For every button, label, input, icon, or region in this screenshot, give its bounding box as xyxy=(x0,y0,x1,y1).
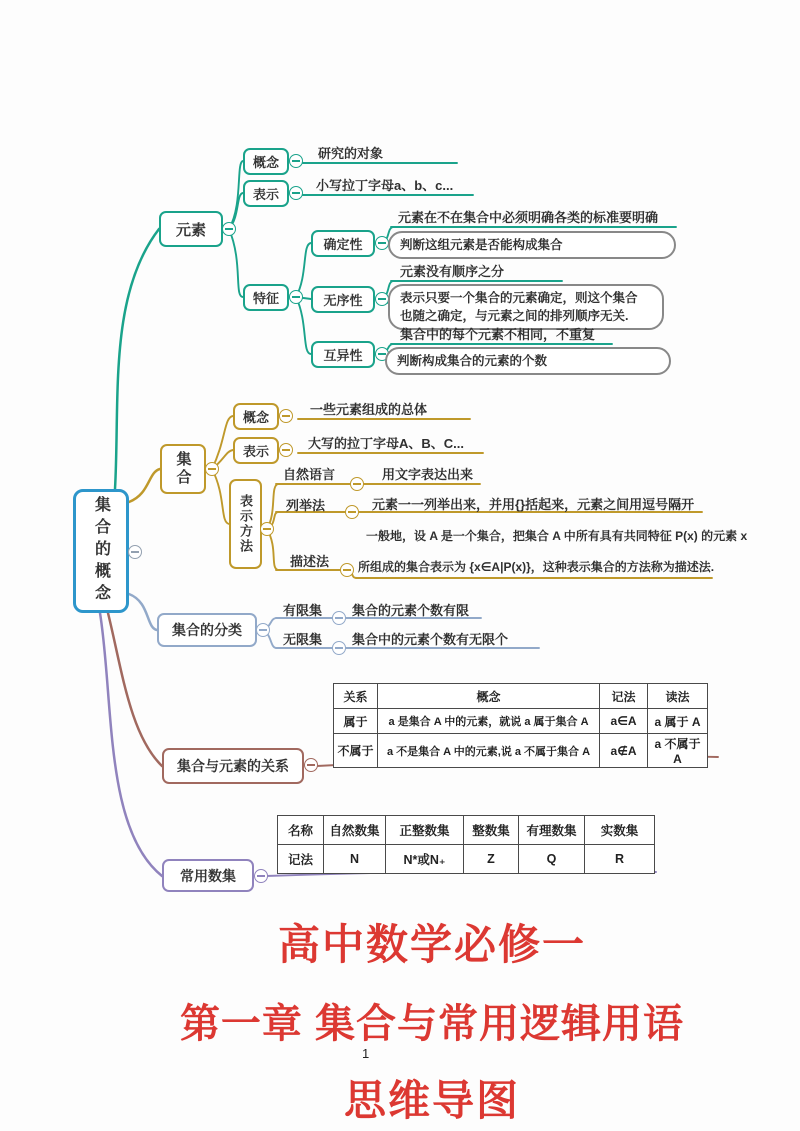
jihe-biaoshi-collapse-icon[interactable] xyxy=(279,443,293,457)
num-cell: Q xyxy=(519,845,585,874)
rel-header-jifa: 记法 xyxy=(600,684,648,709)
quedingxing-bubble xyxy=(388,231,676,259)
node-guanxi[interactable] xyxy=(162,748,304,784)
youxianji-label: 有限集 xyxy=(283,603,323,618)
lieju-fa-desc: 元素一一列举出来，并用{}括起来，元素之间用逗号隔开 xyxy=(372,497,695,512)
node-yuansu[interactable] xyxy=(159,211,223,247)
footer-title-line3: 思维导图 xyxy=(343,1077,520,1124)
miaoshu-fa-collapse-icon[interactable] xyxy=(340,563,354,577)
rel-header-guanxi: 关系 xyxy=(334,684,378,709)
yuansu-gainian-collapse-icon[interactable] xyxy=(289,154,303,168)
root-collapse-icon[interactable] xyxy=(128,545,142,559)
footer-title-line2: 第一章 集合与常用逻辑用语 xyxy=(179,1002,685,1046)
node-yuansu-biaoshi[interactable] xyxy=(243,180,289,207)
huyixing-bubble-text: 判断构成集合的元素的个数 xyxy=(397,354,548,368)
rel-cell: a∈A xyxy=(600,709,648,734)
node-jihe-gainian[interactable] xyxy=(233,403,279,430)
biaoshi-fangfa-collapse-icon[interactable] xyxy=(260,522,274,536)
shuji-collapse-icon[interactable] xyxy=(254,869,268,883)
shuji-label: 常用数集 xyxy=(180,867,236,884)
node-quedingxing[interactable] xyxy=(311,230,375,257)
node-jihe-biaoshi[interactable] xyxy=(233,437,279,464)
wuxuxing-collapse-icon[interactable] xyxy=(375,292,389,306)
biaoshi-fangfa-label: 表示方法 xyxy=(238,494,253,554)
num-cell: 正整数集 xyxy=(386,816,464,845)
node-yuansu-label: 元素 xyxy=(175,221,206,239)
wuxuxing-bubble-line1: 表示只要一个集合的元素确定，则这个集合 xyxy=(400,291,638,305)
huyixing-note: 集合中的每个元素不相同，不重复 xyxy=(400,327,596,342)
quedingxing-bubble-text: 判断这组元素是否能构成集合 xyxy=(400,238,563,252)
lieju-fa-label: 列举法 xyxy=(286,498,326,513)
num-cell: N*或N₊ xyxy=(386,845,464,874)
ziran-yuyan-collapse-icon[interactable] xyxy=(350,477,364,491)
rel-cell: a 是集合 A 中的元素，就说 a 属于集合 A xyxy=(378,709,600,734)
num-cell: 自然数集 xyxy=(324,816,386,845)
node-jihe[interactable] xyxy=(160,444,206,494)
table-row xyxy=(278,845,655,874)
fenlei-collapse-icon[interactable] xyxy=(256,623,270,637)
yuansu-biaoshi-desc: 小写拉丁字母a、b、c... xyxy=(316,178,454,193)
jihe-gainian-label: 概念 xyxy=(242,410,269,425)
jihe-gainian-collapse-icon[interactable] xyxy=(279,409,293,423)
jihe-label: 集合 xyxy=(174,451,192,487)
footer-title-line1: 高中数学必修一 xyxy=(277,921,586,968)
node-huyixing[interactable] xyxy=(311,341,375,368)
node-biaoshi-fangfa[interactable] xyxy=(229,479,262,569)
root-node[interactable] xyxy=(73,489,129,613)
root-label: 集合的概念 xyxy=(92,496,110,606)
num-cell: 有理数集 xyxy=(519,816,585,845)
wuxianji-desc: 集合中的元素个数有无限个 xyxy=(352,632,509,647)
quedingxing-collapse-icon[interactable] xyxy=(375,236,389,250)
miaoshu-fa-desc-line1: 一般地，设 A 是一个集合，把集合 A 中所有具有共同特征 P(x) 的元素 x xyxy=(366,529,748,543)
number-sets-table xyxy=(277,815,655,874)
num-cell: N xyxy=(324,845,386,874)
table-row xyxy=(334,709,708,734)
node-yuansu-gainian[interactable] xyxy=(243,148,289,175)
page-number: 1 xyxy=(362,1046,370,1061)
node-shuji[interactable] xyxy=(162,859,254,892)
table-row xyxy=(278,816,655,845)
jihe-collapse-icon[interactable] xyxy=(205,462,219,476)
yuansu-collapse-icon[interactable] xyxy=(222,222,236,236)
rel-header-dufa: 读法 xyxy=(648,684,708,709)
rel-header-gainian: 概念 xyxy=(378,684,600,709)
wuxuxing-bubble-line2: 也随之确定，与元素之间的排列顺序无关. xyxy=(400,309,629,323)
node-wuxuxing[interactable] xyxy=(311,286,375,313)
wuxianji-label: 无限集 xyxy=(283,632,323,647)
rel-cell: a 不属于 A xyxy=(648,734,708,768)
yuansu-gainian-label: 概念 xyxy=(252,155,279,170)
num-cell: 实数集 xyxy=(585,816,655,845)
tezheng-collapse-icon[interactable] xyxy=(289,290,303,304)
num-cell: 记法 xyxy=(278,845,324,874)
node-tezheng[interactable] xyxy=(243,284,289,311)
table-row xyxy=(334,734,708,768)
ziran-yuyan-label: 自然语言 xyxy=(283,467,336,482)
rel-cell: 属于 xyxy=(334,709,378,734)
rel-cell: a 不是集合 A 中的元素,说 a 不属于集合 A xyxy=(378,734,600,768)
youxianji-collapse-icon[interactable] xyxy=(332,611,346,625)
quedingxing-label: 确定性 xyxy=(323,237,363,252)
miaoshu-fa-desc-line2: 所组成的集合表示为 {x∈A|P(x)}，这种表示集合的方法称为描述法. xyxy=(358,560,715,574)
relation-table xyxy=(333,683,708,768)
quedingxing-note: 元素在不在集合中必须明确各类的标准要明确 xyxy=(398,210,659,225)
num-cell: 整数集 xyxy=(464,816,519,845)
lieju-fa-collapse-icon[interactable] xyxy=(345,505,359,519)
tezheng-label: 特征 xyxy=(252,291,279,306)
num-cell: Z xyxy=(464,845,519,874)
wuxuxing-label: 无序性 xyxy=(323,293,363,308)
wuxianji-collapse-icon[interactable] xyxy=(332,641,346,655)
yuansu-gainian-desc: 研究的对象 xyxy=(318,146,384,161)
num-cell: R xyxy=(585,845,655,874)
rel-cell: a∉A xyxy=(600,734,648,768)
jihe-biaoshi-label: 表示 xyxy=(242,444,269,459)
ziran-yuyan-desc: 用文字表达出来 xyxy=(382,467,474,482)
guanxi-collapse-icon[interactable] xyxy=(304,758,318,772)
yuansu-biaoshi-collapse-icon[interactable] xyxy=(289,186,303,200)
huyixing-bubble xyxy=(385,347,671,375)
yuansu-biaoshi-label: 表示 xyxy=(252,187,279,202)
huyixing-label: 互异性 xyxy=(323,348,363,363)
jihe-gainian-desc: 一些元素组成的总体 xyxy=(310,402,428,417)
fenlei-label: 集合的分类 xyxy=(172,622,242,638)
rel-cell: 不属于 xyxy=(334,734,378,768)
guanxi-label: 集合与元素的关系 xyxy=(177,758,289,774)
jihe-biaoshi-desc: 大写的拉丁字母A、B、C... xyxy=(308,436,465,451)
youxianji-desc: 集合的元素个数有限 xyxy=(352,603,470,618)
rel-cell: a 属于 A xyxy=(648,709,708,734)
miaoshu-fa-label: 描述法 xyxy=(290,554,330,569)
num-cell: 名称 xyxy=(278,816,324,845)
node-fenlei[interactable] xyxy=(157,613,257,647)
wuxuxing-note: 元素没有顺序之分 xyxy=(400,264,505,279)
